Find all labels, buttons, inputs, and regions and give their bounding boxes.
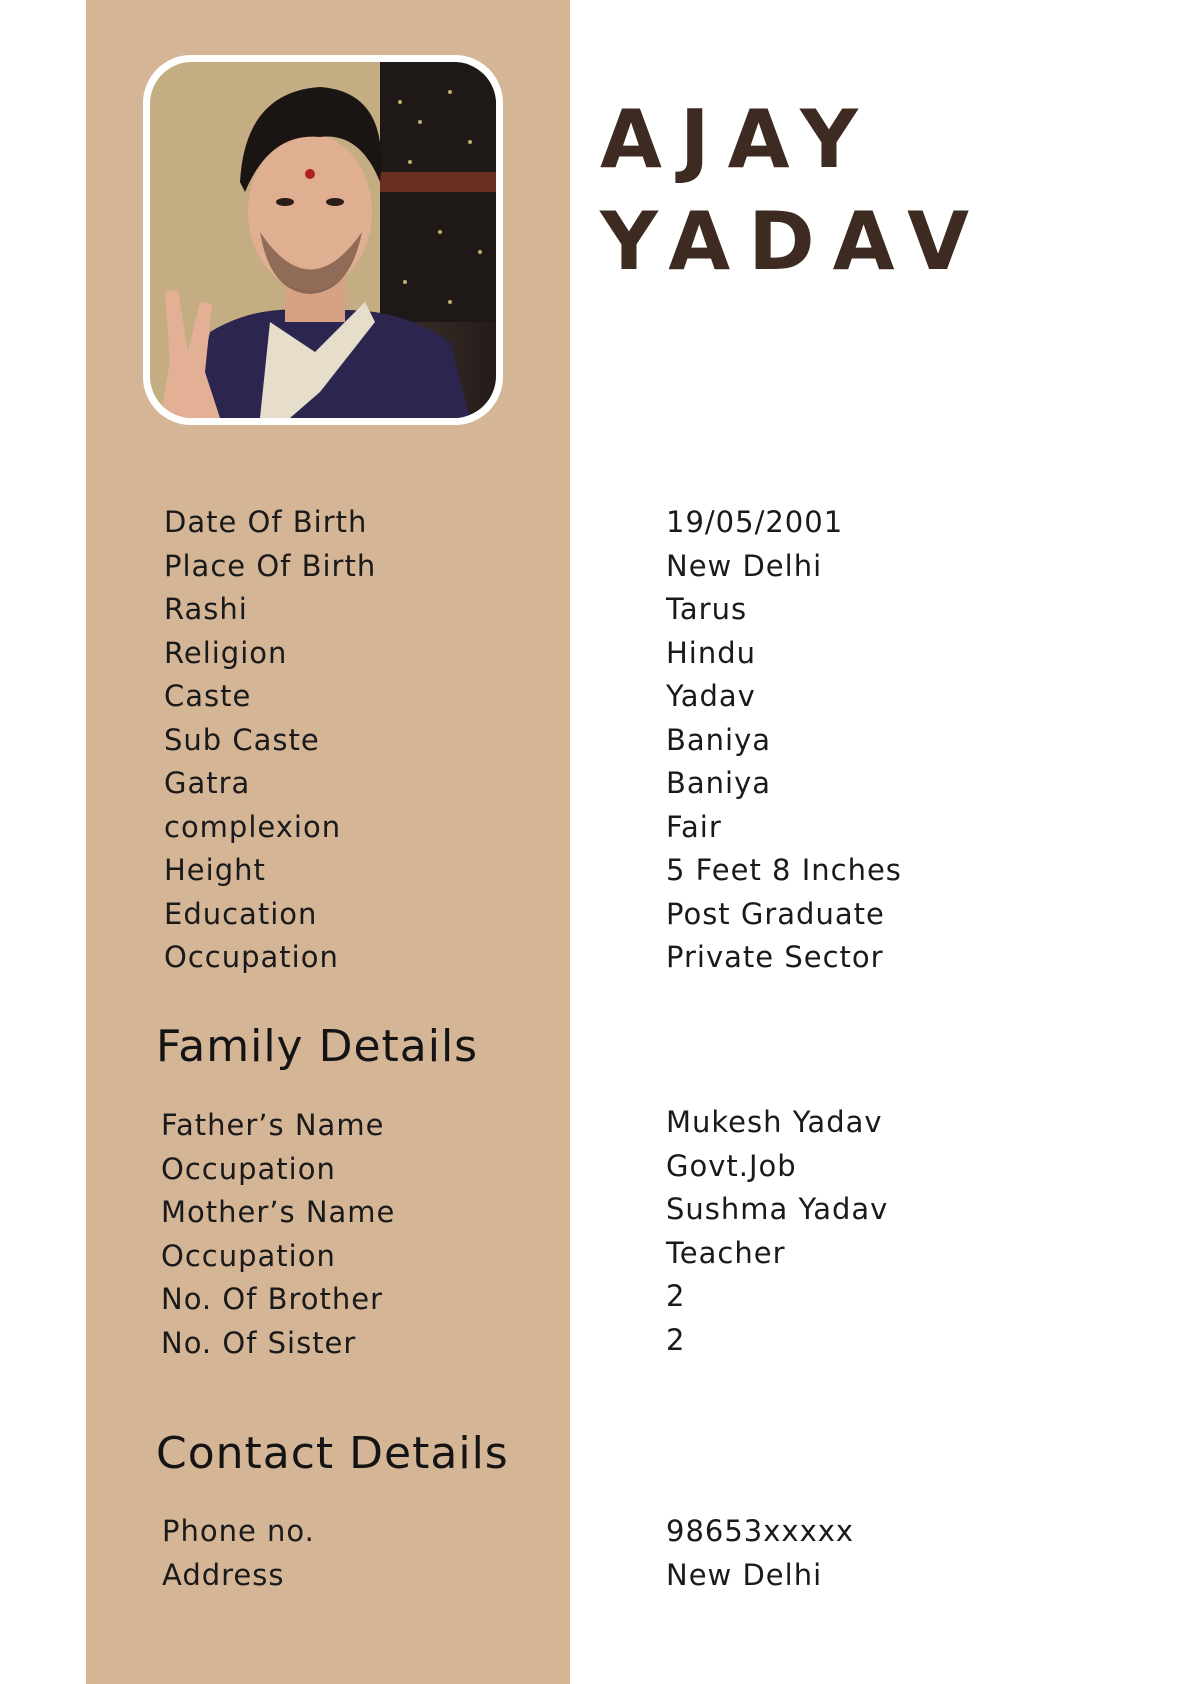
value-caste: Yadav: [666, 679, 756, 713]
label-mother-occupation: Occupation: [161, 1239, 336, 1273]
label-education: Education: [164, 897, 318, 931]
value-place-of-birth: New Delhi: [666, 549, 823, 583]
label-place-of-birth: Place Of Birth: [164, 549, 377, 583]
label-phone: Phone no.: [162, 1514, 315, 1548]
label-occupation: Occupation: [164, 940, 339, 974]
label-sisters: No. Of Sister: [161, 1326, 357, 1360]
value-date-of-birth: 19/05/2001: [666, 505, 844, 539]
label-address: Address: [162, 1558, 285, 1592]
value-address: New Delhi: [666, 1558, 823, 1592]
label-rashi: Rashi: [164, 592, 248, 626]
value-fathers-name: Mukesh Yadav: [666, 1105, 883, 1139]
label-caste: Caste: [164, 679, 252, 713]
value-sisters: 2: [666, 1323, 686, 1357]
portrait-illustration: [150, 62, 496, 418]
label-mothers-name: Mother’s Name: [161, 1195, 396, 1229]
value-father-occupation: Govt.Job: [666, 1149, 797, 1183]
label-sub-caste: Sub Caste: [164, 723, 320, 757]
value-brothers: 2: [666, 1279, 686, 1313]
label-father-occupation: Occupation: [161, 1152, 336, 1186]
label-height: Height: [164, 853, 266, 887]
value-education: Post Graduate: [666, 897, 885, 931]
value-gatra: Baniya: [666, 766, 772, 800]
value-occupation: Private Sector: [666, 940, 884, 974]
value-complexion: Fair: [666, 810, 722, 844]
label-brothers: No. Of Brother: [161, 1282, 384, 1316]
label-fathers-name: Father’s Name: [161, 1108, 385, 1142]
value-religion: Hindu: [666, 636, 757, 670]
label-date-of-birth: Date Of Birth: [164, 505, 368, 539]
profile-photo-frame: [143, 55, 503, 425]
label-complexion: complexion: [164, 810, 342, 844]
value-mothers-name: Sushma Yadav: [666, 1192, 889, 1226]
label-gatra: Gatra: [164, 766, 251, 800]
value-sub-caste: Baniya: [666, 723, 772, 757]
value-height: 5 Feet 8 Inches: [666, 853, 902, 887]
label-religion: Religion: [164, 636, 288, 670]
family-details-title: Family Details: [156, 1021, 479, 1072]
value-phone: 98653xxxxx: [666, 1514, 855, 1548]
value-rashi: Tarus: [666, 592, 748, 626]
last-name: YADAV: [600, 195, 987, 288]
first-name: AJAY: [600, 93, 876, 186]
value-mother-occupation: Teacher: [666, 1236, 786, 1270]
profile-photo: [150, 62, 496, 418]
contact-details-title: Contact Details: [156, 1428, 509, 1479]
